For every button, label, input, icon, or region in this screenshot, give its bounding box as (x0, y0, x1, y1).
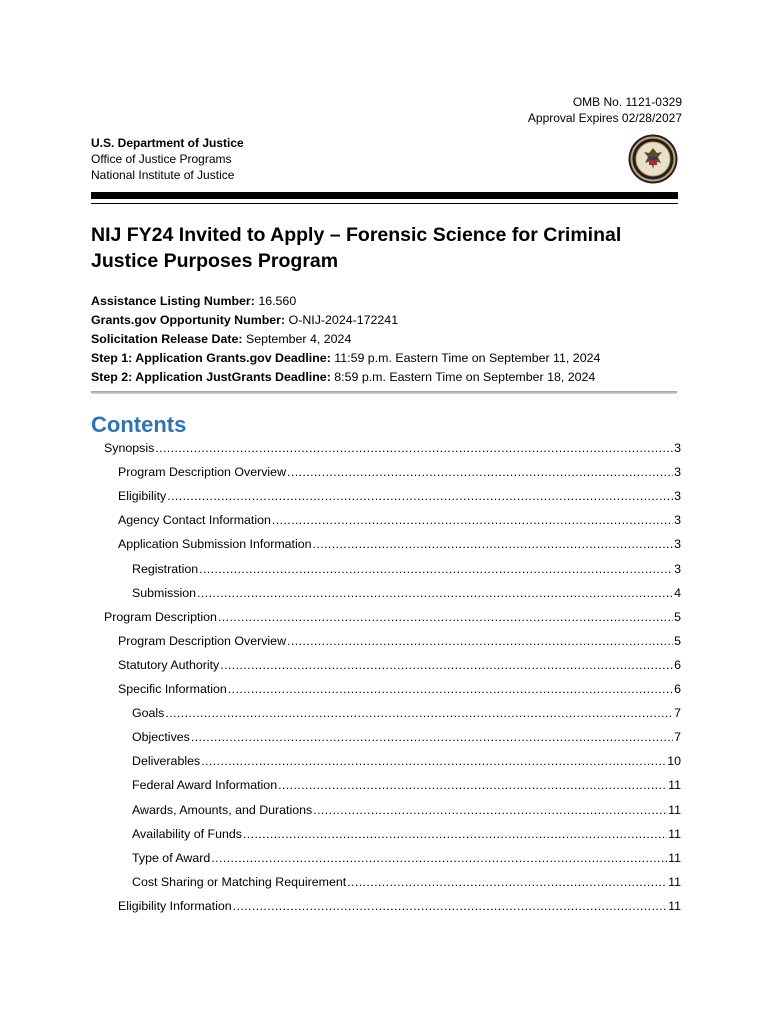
toc-page-number: 11 (668, 850, 681, 865)
toc-page-number: 3 (674, 537, 681, 552)
toc-entry[interactable] (132, 798, 681, 818)
toc-page-number: 6 (674, 657, 681, 672)
toc-entry[interactable] (118, 894, 681, 914)
toc-entry[interactable] (104, 436, 681, 456)
omb-block (528, 94, 682, 126)
toc-entry-title: Type of Award (132, 850, 211, 865)
toc-page-number: 11 (668, 778, 681, 793)
toc-page-number: 5 (674, 609, 681, 624)
toc-leader-dots (167, 488, 673, 504)
detail-value: September 4, 2024 (242, 332, 352, 346)
toc-leader-dots (211, 850, 667, 866)
detail-label: Solicitation Release Date: (91, 332, 243, 346)
toc-page-number: 6 (674, 682, 681, 696)
toc-leader-dots (191, 729, 673, 745)
toc-page-number: 3 (674, 561, 681, 576)
department-name: U.S. Department of Justice (91, 136, 244, 150)
toc-entry[interactable] (132, 822, 681, 842)
header-rule-thin (91, 203, 678, 204)
detail-value: 11:59 p.m. Eastern Time on September 11, 2024 (330, 351, 601, 365)
toc-leader-dots (199, 561, 673, 577)
detail-line (91, 349, 600, 368)
toc-leader-dots (313, 802, 667, 818)
toc-entry-title: Statutory Authority (118, 657, 220, 672)
detail-label: Assistance Listing Number: (91, 294, 255, 308)
toc-leader-dots (233, 898, 667, 914)
toc-page-number: 4 (674, 585, 681, 600)
toc-entry-title: Program Description Overview (118, 465, 287, 480)
toc-entry[interactable] (104, 605, 681, 625)
toc-entry-title: Synopsis (104, 441, 155, 455)
toc-entry-title: Awards, Amounts, and Durations (132, 802, 313, 817)
toc-page-number: 5 (674, 633, 681, 648)
toc-entry-title: Program Description (104, 609, 217, 624)
toc-page-number: 11 (668, 826, 681, 841)
doj-seal-icon (628, 134, 678, 184)
toc-page-number: 11 (668, 874, 681, 889)
toc-entry[interactable] (118, 677, 681, 697)
header-rule-thick (91, 192, 678, 199)
toc-page-number: 11 (668, 898, 681, 913)
toc-page-number: 3 (674, 465, 681, 480)
toc-entry[interactable] (132, 581, 681, 601)
detail-line (91, 292, 600, 311)
toc-entry-title: Program Description Overview (118, 633, 287, 648)
toc-page-number: 11 (668, 802, 681, 817)
detail-line (91, 368, 600, 387)
toc-entry[interactable] (132, 701, 681, 721)
toc-page-number: 3 (674, 489, 681, 504)
toc-leader-dots (243, 826, 667, 842)
toc-entry[interactable] (118, 508, 681, 528)
toc-entry[interactable] (132, 749, 681, 769)
toc-leader-dots (287, 633, 673, 649)
toc-leader-dots (287, 464, 673, 480)
toc-entry[interactable] (132, 773, 681, 793)
toc-entry[interactable] (132, 557, 681, 577)
toc-page-number: 10 (667, 754, 681, 769)
toc-entry-title: Submission (132, 585, 197, 600)
detail-label: Grants.gov Opportunity Number: (91, 313, 286, 327)
toc-entry-title: Specific Information (118, 682, 227, 696)
toc-leader-dots (272, 512, 673, 528)
toc-entry-title: Deliverables (132, 754, 201, 769)
approval-expires: Approval Expires 02/28/2027 (527, 111, 682, 125)
detail-line (91, 311, 600, 330)
toc-entry[interactable] (118, 532, 681, 552)
toc-leader-dots (278, 777, 667, 793)
toc-entry[interactable] (118, 629, 681, 649)
toc-entry-title: Eligibility (118, 489, 167, 504)
toc-page-number: 7 (674, 730, 681, 745)
toc-leader-dots (201, 753, 666, 769)
toc-leader-dots (313, 536, 674, 552)
contents-heading: Contents (91, 412, 187, 437)
toc-page-number: 3 (674, 441, 681, 455)
details-divider (91, 391, 677, 394)
toc-entry-title: Registration (132, 561, 199, 576)
office-name: Office of Justice Programs (91, 152, 232, 166)
toc-page-number: 7 (674, 706, 681, 721)
toc-entry[interactable] (118, 484, 681, 504)
toc-entry-title: Application Submission Information (118, 537, 312, 552)
toc-entry[interactable] (118, 460, 681, 480)
toc-entry-title: Eligibility Information (118, 898, 232, 913)
toc-entry-title: Agency Contact Information (118, 513, 271, 528)
toc-page-number: 3 (674, 513, 681, 528)
toc-entry[interactable] (132, 870, 681, 890)
toc-leader-dots (347, 874, 667, 890)
toc-leader-dots (218, 609, 673, 625)
detail-value: O-NIJ-2024-172241 (285, 313, 399, 327)
toc-leader-dots (197, 585, 673, 601)
toc-entry-title: Objectives (132, 730, 190, 745)
toc-leader-dots (155, 440, 673, 456)
toc-entry-title: Federal Award Information (132, 778, 278, 793)
toc-leader-dots (165, 705, 673, 721)
toc-entry-title: Availability of Funds (132, 826, 242, 841)
detail-label: Step 1: Application Grants.gov Deadline: (91, 351, 331, 365)
solicitation-details (91, 292, 600, 387)
toc-entry-title: Cost Sharing or Matching Requirement (132, 874, 347, 889)
toc-entry-title: Goals (132, 706, 165, 721)
document-title: NIJ FY24 Invited to Apply – Forensic Science for Criminal Justice Purposes Program (91, 224, 622, 272)
detail-value: 16.560 (254, 294, 297, 308)
detail-label: Step 2: Application JustGrants Deadline: (91, 370, 331, 384)
detail-line (91, 330, 600, 349)
agency-block (91, 135, 244, 183)
toc-entry[interactable] (132, 725, 681, 745)
toc-entry[interactable] (132, 846, 681, 866)
institute-name: National Institute of Justice (91, 168, 235, 182)
omb-number: OMB No. 1121-0329 (572, 95, 682, 109)
toc-leader-dots (220, 657, 673, 673)
toc-entry[interactable] (118, 653, 681, 673)
detail-value: 8:59 p.m. Eastern Time on September 18, 2024 (330, 370, 596, 384)
toc-leader-dots (228, 681, 673, 697)
